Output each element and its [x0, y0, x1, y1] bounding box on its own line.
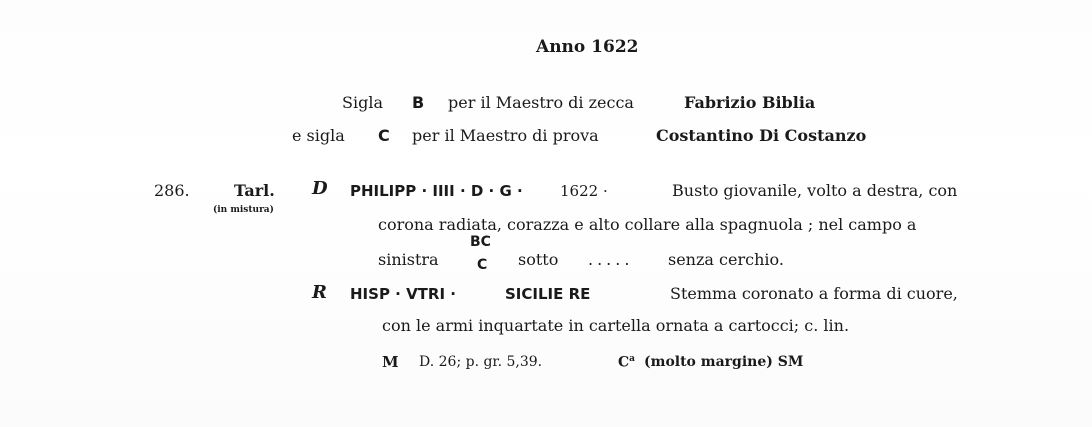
entry-number: 286.	[154, 181, 190, 200]
sigla-line-1-letter: B	[412, 93, 425, 112]
obverse-legend: PHILIPP · IIII · D · G ·	[350, 182, 523, 200]
obverse-field-end: senza cerchio.	[668, 250, 784, 269]
obverse-field-bottom: C	[477, 257, 488, 273]
obverse-field-label: sinistra	[378, 250, 439, 269]
reverse-legend-part-1: HISP · VTRI ·	[350, 285, 456, 303]
obverse-symbol: D	[312, 178, 328, 199]
sigla-line-2-letter: C	[378, 126, 390, 145]
sigla-line-2-prefix: e sigla	[292, 126, 345, 145]
sigla-line-1-middle: per il Maestro di zecca	[448, 93, 634, 112]
obverse-description-line-2: corona radiata, corazza e alto collare alla spagnuola ; nel campo a	[378, 215, 917, 234]
page-title: Anno 1622	[536, 37, 639, 57]
footer-note: (molto margine) SM	[644, 354, 804, 370]
coin-note: (in mistura)	[213, 205, 274, 215]
coin-name: Tarl.	[234, 181, 275, 200]
obverse-year: 1622 ·	[560, 182, 608, 200]
reverse-description-line-2: con le armi inquartate in cartella ornata a cartocci; c. lin.	[382, 316, 850, 335]
sigla-line-2-middle: per il Maestro di prova	[412, 126, 599, 145]
sigla-line-1-prefix: Sigla	[342, 93, 383, 112]
reverse-symbol: R	[312, 282, 327, 303]
obverse-dots: .....	[588, 250, 634, 269]
reverse-legend-part-2: SICILIE RE	[505, 285, 591, 303]
obverse-field-top: BC	[470, 234, 491, 250]
sigla-line-2-name: Costantino Di Costanzo	[656, 126, 867, 145]
footer-details: D. 26; p. gr. 5,39.	[419, 354, 543, 370]
footer-metal: M	[382, 353, 399, 371]
footer-grade-letter: C	[618, 354, 630, 371]
obverse-field-after: sotto	[518, 250, 559, 269]
sigla-line-1-name: Fabrizio Biblia	[684, 93, 816, 112]
footer-grade	[618, 354, 635, 371]
obverse-description-line-1: Busto giovanile, volto a destra, con	[672, 181, 958, 200]
footer-grade-superscript: a	[629, 354, 635, 364]
reverse-description-line-1: Stemma coronato a forma di cuore,	[670, 284, 958, 303]
